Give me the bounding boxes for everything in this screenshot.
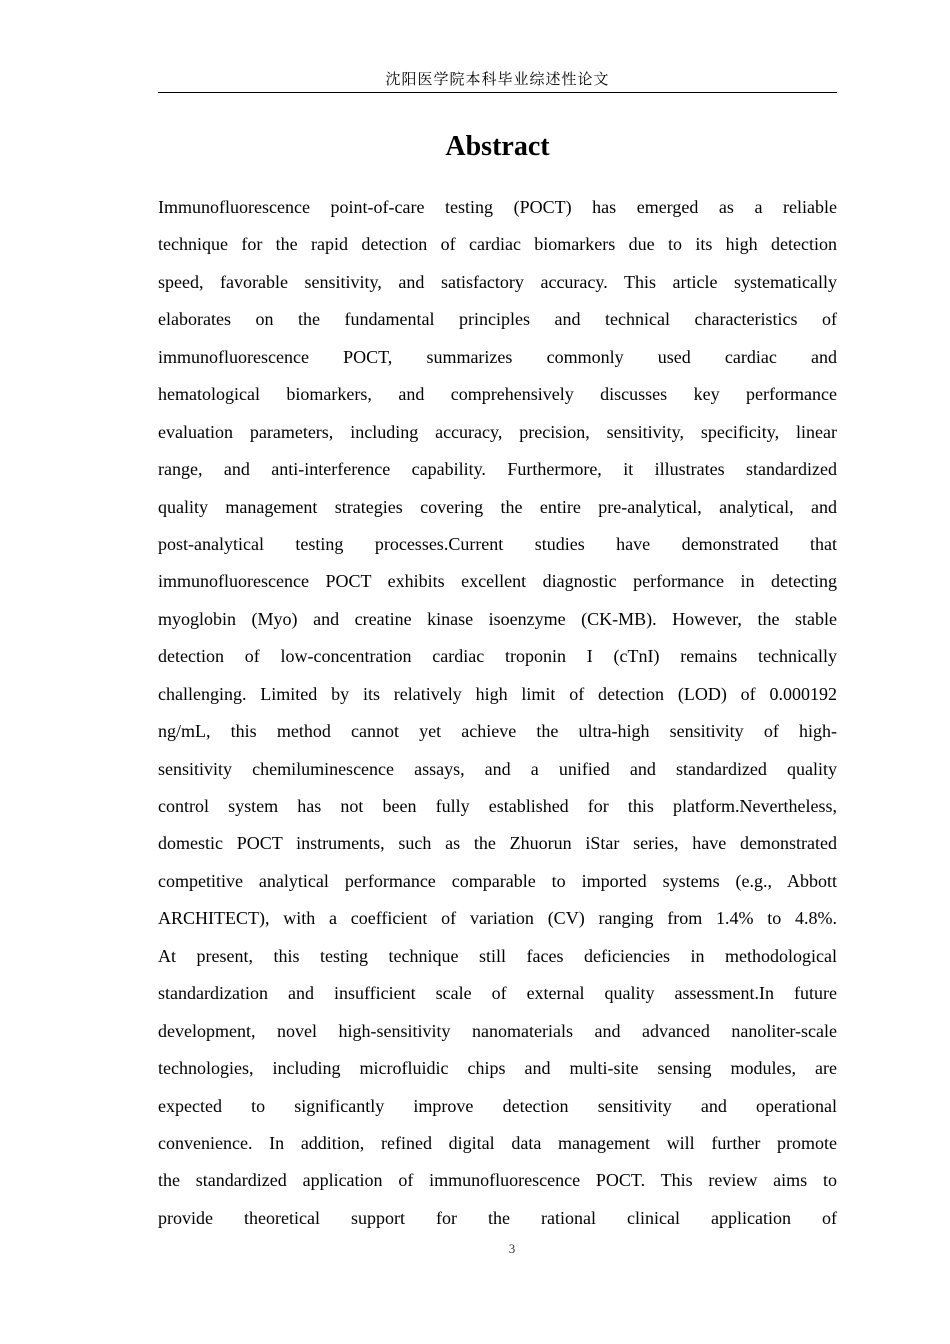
abstract-line: provide theoretical support for the rational clinical application of <box>158 1207 837 1228</box>
abstract-body <box>158 189 837 1237</box>
abstract-line: immunofluorescence POCT exhibits excellent diagnostic performance in detecting <box>158 571 837 592</box>
abstract-line: immunofluorescence POCT, summarizes commonly used cardiac and <box>158 346 837 367</box>
abstract-line: sensitivity chemiluminescence assays, and a unified and standardized quality <box>158 758 837 779</box>
abstract-line: standardization and insufficient scale of external quality assessment.In future <box>158 983 837 1004</box>
abstract-line: competitive analytical performance comparable to imported systems (e.g., Abbott <box>158 870 837 891</box>
abstract-line: the standardized application of immunofluorescence POCT. This review aims to <box>158 1170 837 1191</box>
abstract-line: At present, this testing technique still faces deficiencies in methodological <box>158 945 837 966</box>
abstract-line: myoglobin (Myo) and creatine kinase isoenzyme (CK-MB). However, the stable <box>158 608 837 629</box>
abstract-line: development, novel high-sensitivity nanomaterials and advanced nanoliter-scale <box>158 1020 837 1041</box>
abstract-line: technologies, including microfluidic chips and multi-site sensing modules, are <box>158 1058 837 1079</box>
abstract-line: range, and anti-interference capability. Furthermore, it illustrates standardized <box>158 459 837 480</box>
abstract-line: evaluation parameters, including accuracy, precision, sensitivity, specificity, linear <box>158 421 837 442</box>
abstract-line: expected to significantly improve detection sensitivity and operational <box>158 1095 837 1116</box>
abstract-line: domestic POCT instruments, such as the Zhuorun iStar series, have demonstrated <box>158 833 837 854</box>
abstract-line: detection of low-concentration cardiac troponin I (cTnI) remains technically <box>158 646 837 667</box>
running-header: 沈阳医学院本科毕业综述性论文 <box>158 66 837 93</box>
abstract-line: hematological biomarkers, and comprehensively discusses key performance <box>158 384 837 405</box>
abstract-line: challenging. Limited by its relatively high limit of detection (LOD) of 0.000192 <box>158 683 837 704</box>
abstract-line: elaborates on the fundamental principles and technical characteristics of <box>158 309 837 330</box>
abstract-line: control system has not been fully established for this platform.Nevertheless, <box>158 796 837 816</box>
abstract-line: ARCHITECT), with a coefficient of variation (CV) ranging from 1.4% to 4.8%. <box>158 908 837 929</box>
abstract-line: technique for the rapid detection of cardiac biomarkers due to its high detection <box>158 234 837 255</box>
abstract-line: Immunofluorescence point-of-care testing (POCT) has emerged as a reliable <box>158 197 837 217</box>
abstract-line: quality management strategies covering the entire pre-analytical, analytical, and <box>158 496 837 517</box>
abstract-line: convenience. In addition, refined digital data management will further promote <box>158 1132 837 1153</box>
page-number: 3 <box>508 1241 516 1256</box>
abstract-title: Abstract <box>445 131 550 162</box>
abstract-line: speed, favorable sensitivity, and satisfactory accuracy. This article systematically <box>158 271 837 292</box>
abstract-line: post-analytical testing processes.Current studies have demonstrated that <box>158 533 837 554</box>
abstract-line: ng/mL, this method cannot yet achieve the ultra-high sensitivity of high- <box>158 721 837 742</box>
